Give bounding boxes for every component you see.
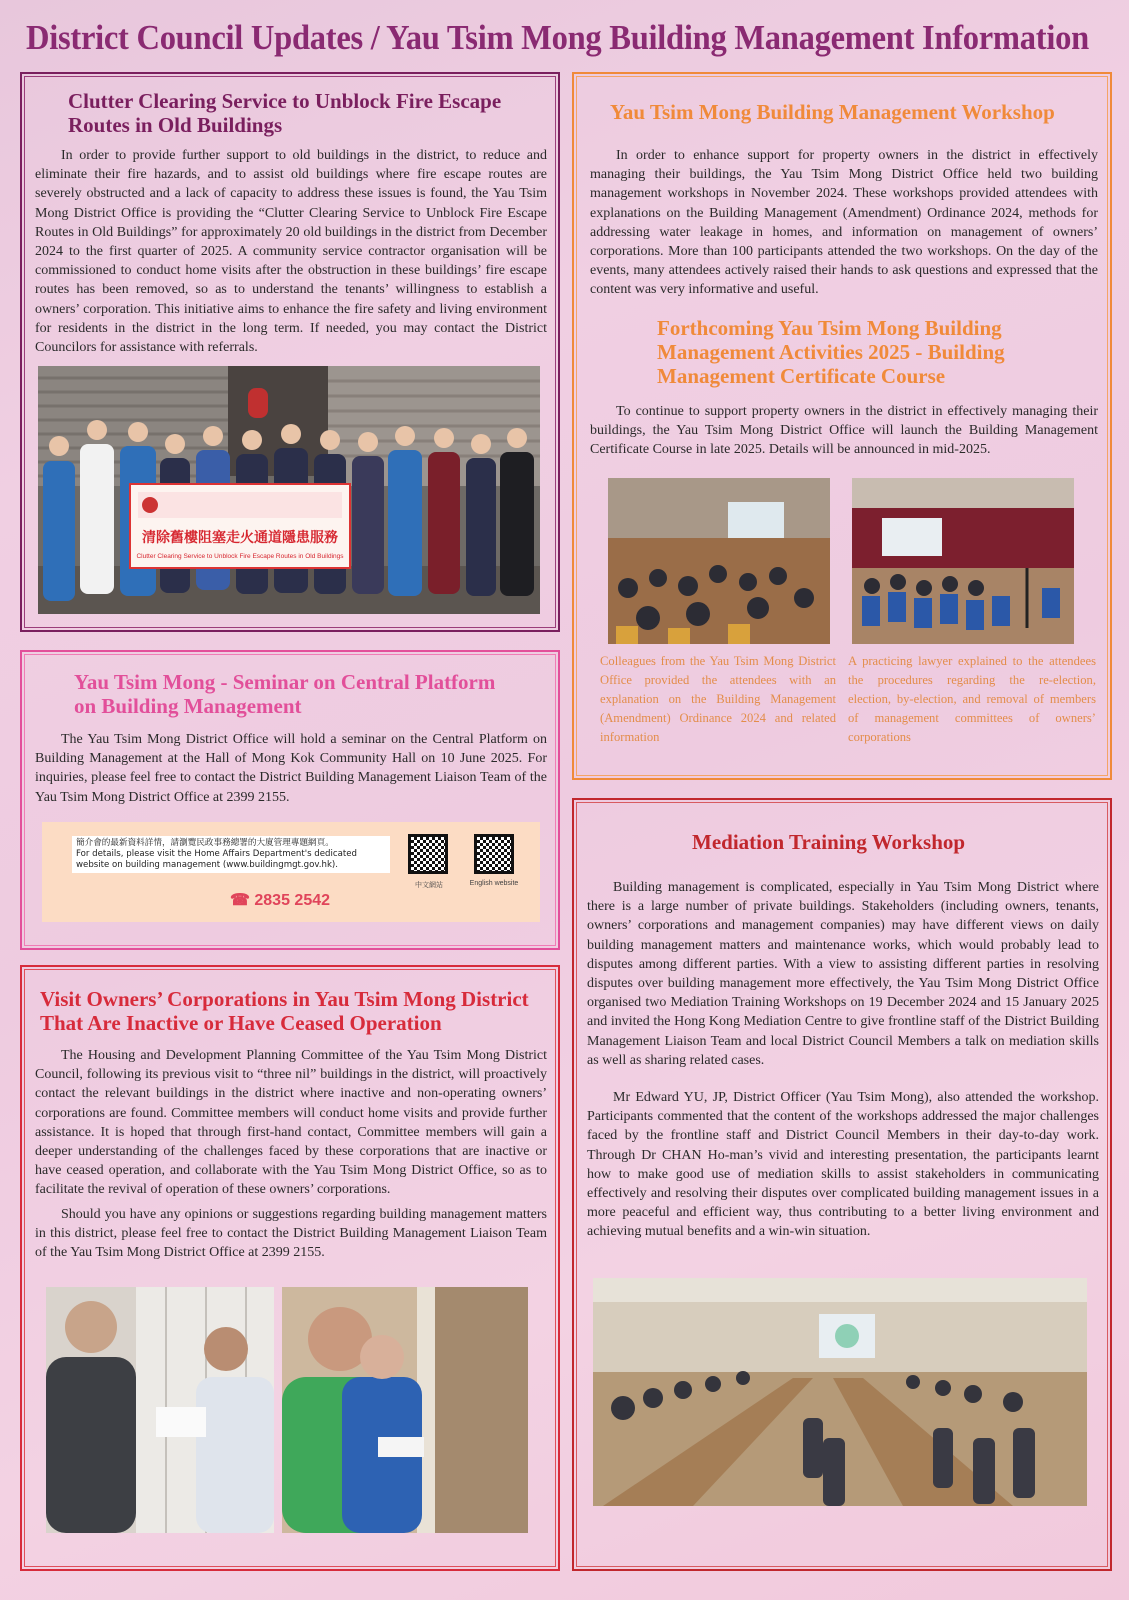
mediation-body-2: Mr Edward YU, JP, District Officer (Yau Tsim Mong), also attended the workshop. Participants commented that the content of the workshops addressed the major challenges faced by the frontline staff and District Council Members in their day-to-day work. Through Dr CHAN Ho-man’s vivid and interesting presentation, the participants learnt how to make good use of mediation skills to assist stakeholders in communicating effectively and resolving their disputes over complicated building management issues in a more peaceful and efficient way, thus contributing to a better living environment and achieving mutual benefits and a win-win situation. <box>587 1090 1099 1240</box>
mediation-body-1: Building management is complicated, especially in Yau Tsim Mong District where there is a large number of private buildings. Stakeholders (including owners, tenants, owners’ corporations and management companies) may have different views on daily building management matters and maintenance works, which would probably lead to disputes among different parties. With a view to assisting different parties in resolving disputes over building management more effectively, the Yau Tsim Mong District Office organised two Mediation Training Workshops on 19 December 2024 and 15 January 2025 and invited the Hong Kong Mediation Centre to give frontline staff of the District Building Management Liaison Team and local District Council Members a talk on mediation skills as well as sharing related cases. <box>587 880 1099 1068</box>
workshop-photo-2 <box>852 478 1074 644</box>
forthcoming-body: To continue to support property owners in the district in effectively managing their buildings, the Yau Tsim Mong District Office will launch the Building Management Certificate Course in late 2025. Details will be announced in mid-2025. <box>590 404 1098 458</box>
seminar-body: The Yau Tsim Mong District Office will hold a seminar on the Central Platform on Building Management at the Hall of Mong Kok Community Hall on 10 June 2025. For inquiries, please feel free to contact the District Building Management Liaison Team of the Yau Tsim Mong District Office at 2399 2155. <box>35 732 547 805</box>
workshop-heading: Yau Tsim Mong Building Management Workshop <box>610 100 1055 124</box>
mediation-photo <box>593 1278 1087 1506</box>
clutter-section <box>20 72 560 632</box>
workshop-photo-1 <box>608 478 830 644</box>
seminar-info-card <box>42 822 540 922</box>
mediation-heading: Mediation Training Workshop <box>692 830 966 854</box>
home-visit-photo-1 <box>46 1287 274 1533</box>
qr-code-english-label: English website <box>469 880 519 887</box>
seminar-heading-line2: on Building Management <box>74 694 302 718</box>
home-visit-photo-2 <box>282 1287 528 1533</box>
qr-code-english[interactable] <box>474 834 514 874</box>
seminar-heading <box>74 670 495 718</box>
forthcoming-heading-line2: Management Activities 2025 - Building <box>657 340 1005 364</box>
page-title: District Council Updates / Yau Tsim Mong Building Management Information <box>26 18 1089 57</box>
forthcoming-heading-line3: Management Certificate Course <box>657 364 946 388</box>
seminar-info-chinese: 簡介會的最新資料詳情，請瀏覽民政事務總署的大廈管理專題網頁。 <box>76 838 334 848</box>
workshop-caption-1: Colleagues from the Yau Tsim Mong District Office provided the attendees with an explanation on the Building Management (Amendment) Ordinance 2024 and related information <box>600 654 836 744</box>
clutter-body: In order to provide further support to old buildings in the district, to reduce and eliminate their fire hazards, and to assist old buildings where fire escape routes are severely obstructed and a lack of capacity to address these issues is found, the Yau Tsim Mong District Office is providing the “Clutter Clearing Service to Unblock Fire Escape Routes in Old Buildings” for approximately 20 old buildings in the district from December 2024 to the first quarter of 2025. A community service contractor organisation will be commissioned to conduct home visits after the obstruction in these buildings’ fire escape routes has been removed, so as to understand the tenants’ willingness to establish a owners’ corporation. This initiative aims to enhance the fire safety and living environment for residents in the district in the long term. If needed, you may contact the District Councilors for assistance with referrals. <box>35 148 547 356</box>
workshop-body: In order to enhance support for property owners in the district in effectively managing their buildings, the Yau Tsim Mong District Office held two building management workshops in November 2024. These workshops provided attendees with explanations on the Building Management (Amendment) Ordinance 2024, methods for addressing water leakage in homes, and information on management of owners’ corporations. More than 100 participants attended the two workshops. On the day of the events, many attendees actively raised their hands to ask questions and expressed that the content was very informative and useful. <box>590 148 1098 298</box>
phone-number[interactable]: ☎ 2835 2542 <box>230 892 331 909</box>
mediation-section <box>572 798 1112 1571</box>
forthcoming-heading <box>657 316 1005 388</box>
owners-body-2: Should you have any opinions or suggestions regarding building management matters in this district, please feel free to contact the District Building Management Liaison Team of the Yau Tsim Mong District Office at 2399 2155. <box>35 1207 547 1261</box>
clutter-group-photo <box>38 366 540 614</box>
owners-heading <box>40 987 529 1035</box>
seminar-info-text-box <box>72 836 390 873</box>
qr-code-chinese[interactable] <box>408 834 448 874</box>
qr-code-chinese-label: 中文網站 <box>415 881 443 889</box>
owners-body-1: The Housing and Development Planning Committee of the Yau Tsim Mong District Council, following its previous visit to “three nil” buildings in the district, will proactively contact the relevant buildings in the district where inactive and non-operating owners’ corporations are found. Committee members will conduct home visits and provide further assistance. It is hoped that through first-hand contact, Committee members will gain a deeper understanding of the challenges faced by these corporations that are inactive or have ceased operation, and collaborate with the Yau Tsim Mong District Office, so as to facilitate the revival of operation of these owners’ corporations. <box>35 1048 547 1198</box>
seminar-info-english[interactable]: For details, please visit the Home Affairs Department's dedicated website on building management (www.buildingmgt.gov.hk). <box>76 849 357 870</box>
forthcoming-heading-line1: Forthcoming Yau Tsim Mong Building <box>657 316 1002 340</box>
banner-chinese-text: 清除舊樓阻塞走火通道隱患服務 <box>142 530 338 546</box>
clutter-heading-line1: Clutter Clearing Service to Unblock Fire Escape <box>68 89 502 113</box>
owners-heading-line1: Visit Owners’ Corporations in Yau Tsim Mong District <box>40 987 529 1011</box>
banner-english-text: Clutter Clearing Service to Unblock Fire Escape Routes in Old Buildings <box>136 553 344 560</box>
workshop-caption-2: A practicing lawyer explained to the attendees the procedures regarding the re-election, election, by-election, and removal of members of management committees of owners’ corporations <box>848 654 1096 744</box>
seminar-section <box>20 650 560 950</box>
clutter-heading <box>68 89 501 137</box>
owners-section <box>20 965 560 1571</box>
workshop-section <box>572 72 1112 780</box>
clutter-heading-line2: Routes in Old Buildings <box>68 113 283 137</box>
seminar-heading-line1: Yau Tsim Mong - Seminar on Central Platform <box>74 670 496 694</box>
owners-heading-line2: That Are Inactive or Have Ceased Operation <box>40 1011 442 1035</box>
